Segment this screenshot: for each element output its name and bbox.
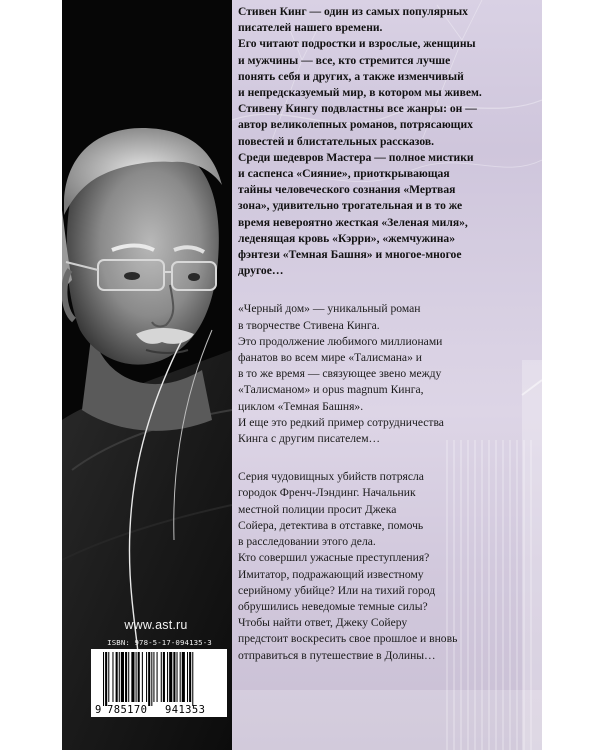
barcode-bar — [167, 652, 168, 702]
barcode-bar — [169, 652, 172, 702]
barcode-bar — [182, 652, 185, 702]
plot-line: Чтобы найти ответ, Джеку Сойеру — [238, 616, 408, 630]
barcode-bar — [142, 652, 143, 702]
barcode-bar — [151, 652, 152, 706]
barcode-bar — [121, 652, 124, 702]
plot-summary-paragraph — [238, 469, 538, 663]
novel-line: фанатов во всем мире «Талисмана» и — [238, 351, 422, 365]
publisher-website: www.ast.ru — [124, 618, 188, 632]
plot-line: Имитатор, подражающий известному — [238, 567, 424, 581]
barcode-bar — [125, 652, 127, 702]
plot-line: Сойера, детектива в отставке, помочь — [238, 518, 424, 532]
bio-line: повестей и блистательных рассказов. — [238, 134, 435, 148]
bio-line: зона», удивительно трогательная и в то же — [238, 199, 463, 213]
novel-line: циклом «Темная Башня». — [238, 399, 364, 413]
bio-line: и непредсказуемый мир, в котором мы живем. — [238, 86, 482, 100]
barcode-bar — [138, 652, 140, 702]
barcode-bar — [105, 652, 107, 706]
barcode-bar — [146, 652, 147, 702]
bio-line: Его читают подростки и взрослые, женщины — [238, 37, 476, 51]
plot-line: Кто совершил ужасные преступления? — [238, 551, 430, 565]
bio-line: Стивен Кинг — один из самых популярных — [238, 5, 468, 18]
novel-line: Кинга с другим писателем… — [238, 432, 381, 446]
plot-line: серийному убийце? Или на тихий город — [238, 583, 436, 597]
bio-line: и саспенса «Сияние», приоткрывающая — [238, 167, 450, 181]
bio-line: и мужчины — все, кто стремится лучше — [238, 53, 451, 67]
barcode-bar — [116, 652, 118, 702]
barcode-digits-right: 941353 — [165, 704, 206, 716]
barcode-bar — [112, 652, 113, 702]
plot-line: предстоит воскресить свое прошлое и вновь — [238, 632, 458, 646]
barcode-bar — [187, 652, 188, 702]
barcode-digits — [95, 705, 225, 716]
barcode-bar — [136, 652, 137, 702]
novel-line: «Талисманом» и opus magnum Кинга, — [238, 383, 424, 397]
barcode-bar — [163, 652, 165, 702]
blurb-panel — [232, 0, 542, 750]
barcode-bar — [148, 652, 150, 706]
plot-line: городок Френч-Лэндинг. Начальник — [238, 486, 416, 500]
bio-line: автор великолепных романов, потрясающих — [238, 118, 473, 132]
barcode-bar — [108, 652, 109, 702]
bio-line: фэнтези «Темная Башня» и многое-многое — [238, 248, 462, 262]
barcode-bar — [192, 652, 193, 706]
barcode-bar — [153, 652, 154, 702]
author-bio-paragraph — [238, 4, 538, 279]
barcode-bar — [157, 652, 158, 702]
bio-line: понять себя и других, а также изменчивый — [238, 69, 464, 83]
novel-line: Это продолжение любимого миллионами — [238, 334, 443, 348]
barcode-digit-first: 9 — [95, 704, 102, 716]
barcode-bar — [128, 652, 129, 702]
plot-line: Серия чудовищных убийств потрясла — [238, 470, 424, 484]
barcode-bar — [103, 652, 104, 706]
novel-line: И еще это редкий пример сотрудничества — [238, 415, 444, 429]
barcode-bar — [161, 652, 162, 702]
novel-line: в творчестве Стивена Кинга. — [238, 318, 380, 332]
barcode-bar — [177, 652, 178, 702]
plot-line: в расследовании этого дела. — [238, 535, 376, 549]
novel-line: «Черный дом» — уникальный роман — [238, 302, 421, 316]
novel-description-paragraph — [238, 301, 538, 447]
novel-line: в то же время — связующее звено между — [238, 367, 442, 381]
barcode — [91, 649, 227, 717]
plot-line: отправиться в путешествие в Долины… — [238, 648, 436, 662]
plot-line: местной полиции просит Джека — [238, 502, 397, 516]
barcode-bar — [173, 652, 175, 702]
barcode-bar — [131, 652, 134, 702]
barcode-bar — [189, 652, 191, 702]
bio-line: писателей нашего времени. — [238, 21, 383, 35]
plot-line: обрушились неведомые темные силы? — [238, 599, 428, 613]
bio-line: Стивену Кингу подвластны все жанры: он — — [238, 102, 477, 116]
blurb-text — [238, 4, 538, 664]
bio-line: время невероятно жесткая «Зеленая миля», — [238, 215, 468, 229]
barcode-bar — [180, 652, 181, 702]
isbn-label: ISBN: 978-5-17-094135-3 — [107, 638, 212, 647]
bio-line: тайны человеческого сознания «Мертвая — [238, 183, 456, 197]
barcode-digits-left: 785170 — [107, 704, 148, 716]
bio-line: другое… — [238, 264, 284, 278]
bio-line: леденящая кровь «Кэрри», «жемчужина» — [238, 231, 456, 245]
barcode-bars — [91, 649, 227, 707]
bio-line: Среди шедевров Мастера — полное мистики — [238, 150, 474, 164]
barcode-bar — [119, 652, 120, 702]
